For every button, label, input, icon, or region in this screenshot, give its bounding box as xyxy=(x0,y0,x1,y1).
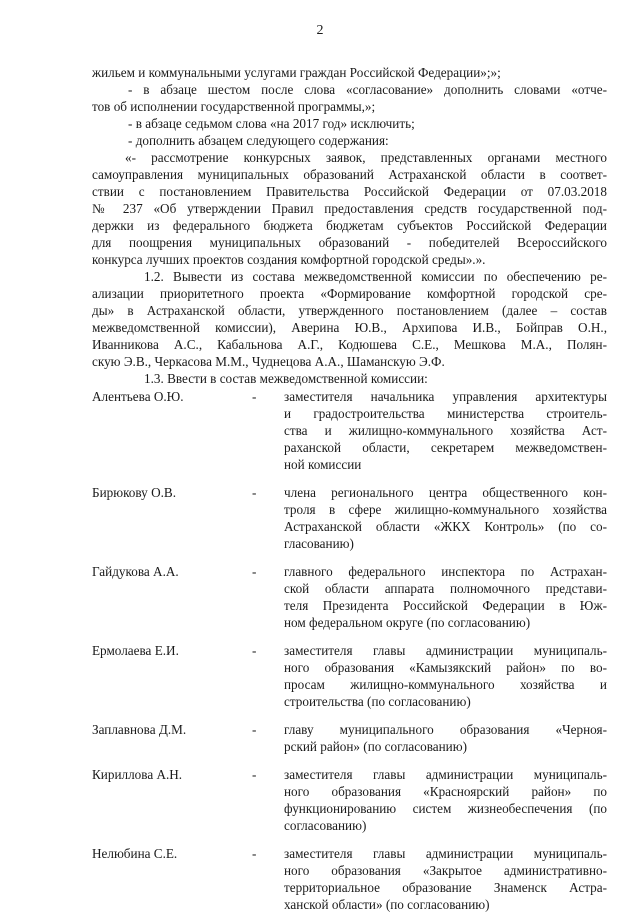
member-dash: - xyxy=(252,767,257,782)
text-line: территориальное образование Знаменск Астра- xyxy=(284,880,607,895)
text-line: функционированию систем жизнеобеспечения (по xyxy=(284,801,607,816)
text-line: скую Э.В., Черкасова М.М., Чуднецова А.А., Шаманскую Э.Ф. xyxy=(92,354,445,369)
text-line: - дополнить абзацем следующего содержания: xyxy=(128,133,389,148)
text-line: ализации приоритетного проекта «Формирование комфортной городской сре- xyxy=(92,286,607,301)
text-line: жильем и коммунальными услугами граждан Российской Федерации»;»; xyxy=(92,65,501,80)
text-line: ской области аппарата полномочного представи- xyxy=(284,581,607,596)
text-line: - в абзаце шестом после слова «согласование» дополнить словами «отче- xyxy=(128,82,607,97)
text-line: ного образования «Закрытое административно- xyxy=(284,863,607,878)
member-position xyxy=(284,388,607,484)
text-line: межведомственной комиссии), Аверина Ю.В., Архипова И.В., Бойправ О.Н., xyxy=(92,320,607,335)
text-line: Астраханской области «ЖКХ Контроль» (по со- xyxy=(284,519,607,534)
text-line: строительства (по согласованию) xyxy=(284,694,471,709)
member-dash: - xyxy=(252,722,257,737)
text-line: 1.3. Ввести в состав межведомственной комиссии: xyxy=(144,371,428,386)
text-line: согласованию) xyxy=(284,818,367,833)
text-line: члена регионального центра общественного кон- xyxy=(284,485,607,500)
text-line: «- рассмотрение конкурсных заявок, представленных органами местного xyxy=(125,150,607,165)
member-position xyxy=(284,766,607,845)
member-row xyxy=(92,388,607,484)
member-row xyxy=(92,642,607,721)
member-position xyxy=(284,563,607,642)
text-line: № 237 «Об утверждении Правил предоставления средств государственной под- xyxy=(92,201,607,216)
text-line: рский район» (по согласованию) xyxy=(284,739,467,754)
paragraph-add-abzac xyxy=(92,132,607,149)
text-line: главу муниципального образования «Черноя- xyxy=(284,722,607,737)
members-table xyxy=(92,388,607,924)
member-name: Заплавнова Д.М. xyxy=(92,722,187,737)
member-name: Гайдукова А.А. xyxy=(92,564,179,579)
text-line: теля Президента Российской Федерации в Юж- xyxy=(284,598,607,613)
text-line: ной комиссии xyxy=(284,457,362,472)
text-line: тов об исполнении государственной программы,»; xyxy=(92,99,376,114)
member-row xyxy=(92,721,607,766)
member-position xyxy=(284,845,607,924)
text-line: ствии с постановлением Правительства Российской Федерации от 07.03.2018 xyxy=(92,184,607,199)
member-position xyxy=(284,484,607,563)
text-line: ханской области» (по согласованию) xyxy=(284,897,490,912)
member-dash: - xyxy=(252,564,257,579)
page-number: 2 xyxy=(316,23,324,38)
paragraph-1-2 xyxy=(92,268,607,370)
member-row xyxy=(92,845,607,924)
text-line: и градостроительства министерства строитель- xyxy=(284,406,607,421)
text-line: троля в сфере жилищно-коммунального хозяйства xyxy=(284,502,607,517)
paragraph-amend-sixth xyxy=(92,81,607,115)
member-name: Бирюкову О.В. xyxy=(92,485,176,500)
member-dash: - xyxy=(252,846,257,861)
member-position xyxy=(284,642,607,721)
text-line: 1.2. Вывести из состава межведомственной комиссии по обеспечению ре- xyxy=(144,269,607,284)
member-name: Алентьева О.Ю. xyxy=(92,389,184,404)
text-line: гласованию) xyxy=(284,536,354,551)
text-line: заместителя начальника управления архитектуры xyxy=(284,389,607,404)
member-name: Ермолаева Е.И. xyxy=(92,643,179,658)
member-dash: - xyxy=(252,485,257,500)
paragraph-continuation xyxy=(92,64,607,81)
text-line: заместителя главы администрации муниципаль- xyxy=(284,846,607,861)
text-line: заместителя главы администрации муниципаль- xyxy=(284,643,607,658)
paragraph-quoted-insert xyxy=(92,149,607,268)
member-position xyxy=(284,721,607,766)
text-line: ного образования «Красноярский район» по xyxy=(284,784,607,799)
text-line: ном федеральном округе (по согласованию) xyxy=(284,615,531,630)
text-line: - в абзаце седьмом слова «на 2017 год» исключить; xyxy=(128,116,415,131)
text-line: ды» в Астраханской области, утвержденного постановлением (далее – состав xyxy=(92,303,607,318)
member-dash: - xyxy=(252,389,257,404)
member-dash: - xyxy=(252,643,257,658)
text-line: заместителя главы администрации муниципаль- xyxy=(284,767,607,782)
text-line: самоуправления муниципальных образований Астраханской области в соответ- xyxy=(92,167,607,182)
text-line: для поощрения муниципальных образований - победителей Всероссийского xyxy=(92,235,607,250)
text-line: ного образования «Камызякский район» по во- xyxy=(284,660,607,675)
member-name: Нелюбина С.Е. xyxy=(92,846,178,861)
member-row xyxy=(92,563,607,642)
document-body xyxy=(92,64,607,924)
paragraph-1-3 xyxy=(92,370,607,387)
member-row xyxy=(92,484,607,563)
text-line: держки из федерального бюджета бюджетам субъектов Российской Федерации xyxy=(92,218,607,233)
member-name: Кириллова А.Н. xyxy=(92,767,183,782)
text-line: раханской области, секретарем межведомствен- xyxy=(284,440,607,455)
text-line: просам жилищно-коммунального хозяйства и xyxy=(284,677,607,692)
text-line: конкурса лучших проектов создания комфортной городской среды».». xyxy=(92,252,486,267)
text-line: Иванникова А.С., Кабальнова А.Г., Кодюшева С.Е., Мешкова М.А., Полян- xyxy=(92,337,607,352)
text-line: главного федерального инспектора по Астрахан- xyxy=(284,564,607,579)
member-row xyxy=(92,766,607,845)
paragraph-amend-seventh xyxy=(92,115,607,132)
text-line: ства и жилищно-коммунального хозяйства Аст- xyxy=(284,423,607,438)
